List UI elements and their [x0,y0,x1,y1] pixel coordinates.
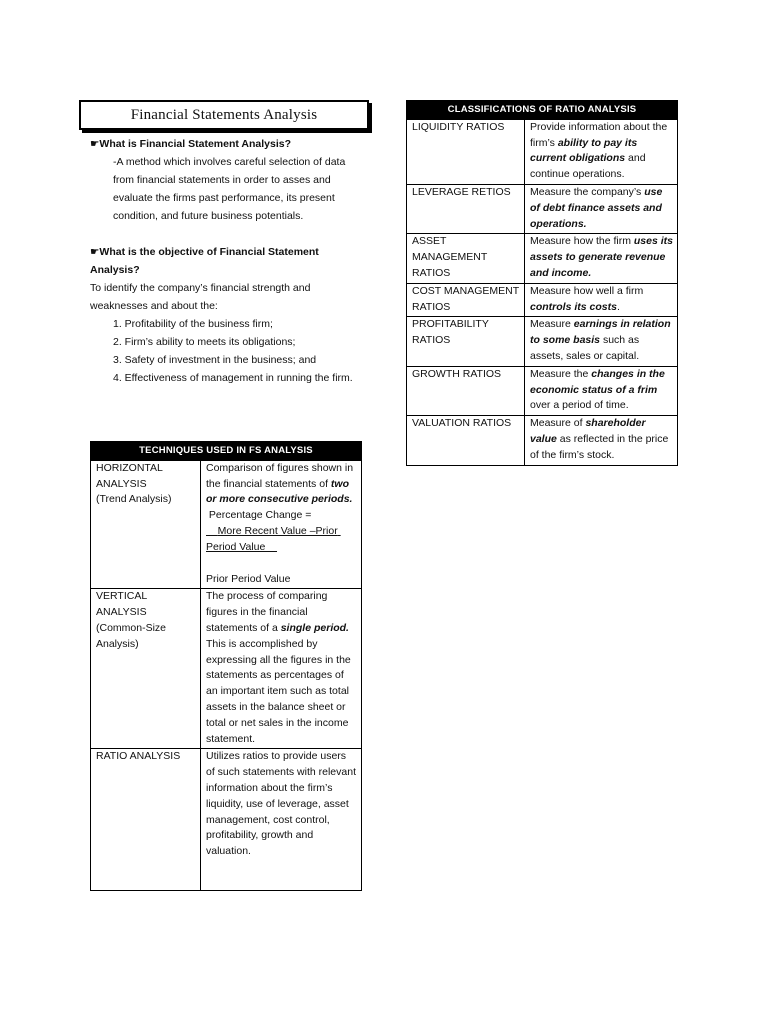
list-item: 3. Safety of investment in the business; and [113,354,317,366]
pointing-hand-icon: ☛ [90,246,100,258]
table-row [407,366,678,415]
answer-1: -A method which involves careful selection of data from financial statements in order to asses and evaluate the firms past performance, its present condition, and future business potentials. [113,156,346,222]
ratio-label: ASSET MANAGEMENT RATIOS [407,234,525,283]
table-row [407,119,678,184]
vertical-desc: The process of comparing figures in the financial statements of a single period. This is accomplished by expressing all the figures in the statements as percentages of an important item such as total assets in the balance sheet or total or net sales in the income statement. [201,589,362,749]
question-1 [90,135,365,153]
objective-list [90,315,365,387]
list-item: 4. Effectiveness of management in running the firm. [113,372,353,384]
techniques-table [90,441,362,891]
ratio-label: VALUATION RATIOS [407,416,525,465]
ratio-desc: Measure the changes in the economic status of a frim over a period of time. [525,366,678,415]
question-1-text: What is Financial Statement Analysis? [99,138,291,150]
techniques-header: TECHNIQUES USED IN FS ANALYSIS [91,442,362,461]
objective-intro: To identify the company’s financial strength and weaknesses and about the: [90,282,311,312]
ratio-desc: Measure how the firm uses its assets to generate revenue and income. [525,234,678,283]
ratio-label: COST MANAGEMENT RATIOS [407,283,525,317]
formula-denominator: Prior Period Value [206,572,291,585]
ratio-label: LIQUIDITY RATIOS [407,119,525,184]
ratio-analysis-label: RATIO ANALYSIS [91,749,201,891]
ratio-label: LEVERAGE RETIOS [407,184,525,233]
table-row [407,317,678,366]
table-row [91,589,362,749]
question-2-text: What is the objective of Financial Statement Analysis? [90,246,319,276]
table-row [91,460,362,589]
page-title: Financial Statements Analysis [130,106,318,123]
horizontal-label: HORIZONTAL ANALYSIS (Trend Analysis) [91,460,201,589]
ratio-desc: Measure earnings in relation to some basis such as assets, sales or capital. [525,317,678,366]
pointing-hand-icon: ☛ [90,138,100,150]
title-box [79,100,369,130]
list-item: 2. Firm’s ability to meets its obligations; [113,336,296,348]
vertical-label: VERTICAL ANALYSIS (Common-Size Analysis) [91,589,201,749]
ratio-desc: Provide information about the firm’s ability to pay its current obligations and continue operations. [525,119,678,184]
ratio-desc: Measure how well a firm controls its costs. [525,283,678,317]
table-row [407,234,678,283]
ratio-classifications-table [406,100,678,466]
ratio-desc: Measure the company’s use of debt finance assets and operations. [525,184,678,233]
table-row [407,416,678,465]
intro-section [90,135,365,387]
list-item: 1. Profitability of the business firm; [113,318,273,330]
ratio-header: CLASSIFICATIONS OF RATIO ANALYSIS [407,101,678,120]
formula-numerator: More Recent Value –Prior Period Value [206,524,341,553]
question-2 [90,243,365,279]
table-row [407,184,678,233]
ratio-desc: Measure of shareholder value as reflected in the price of the firm’s stock. [525,416,678,465]
ratio-analysis-desc: Utilizes ratios to provide users of such statements with relevant information about the firm’s liquidity, use of leverage, asset management, cost control, profitability, growth and valuation. [201,749,362,891]
table-row [407,283,678,317]
table-row [91,749,362,891]
formula-label: Percentage Change = [206,509,312,522]
ratio-label: PROFITABILITY RATIOS [407,317,525,366]
ratio-label: GROWTH RATIOS [407,366,525,415]
horizontal-desc: Comparison of figures shown in the financial statements of two or more consecutive periods. Percentage Change = More Recent Value –Prior Period Value Prior Period Value [201,460,362,589]
